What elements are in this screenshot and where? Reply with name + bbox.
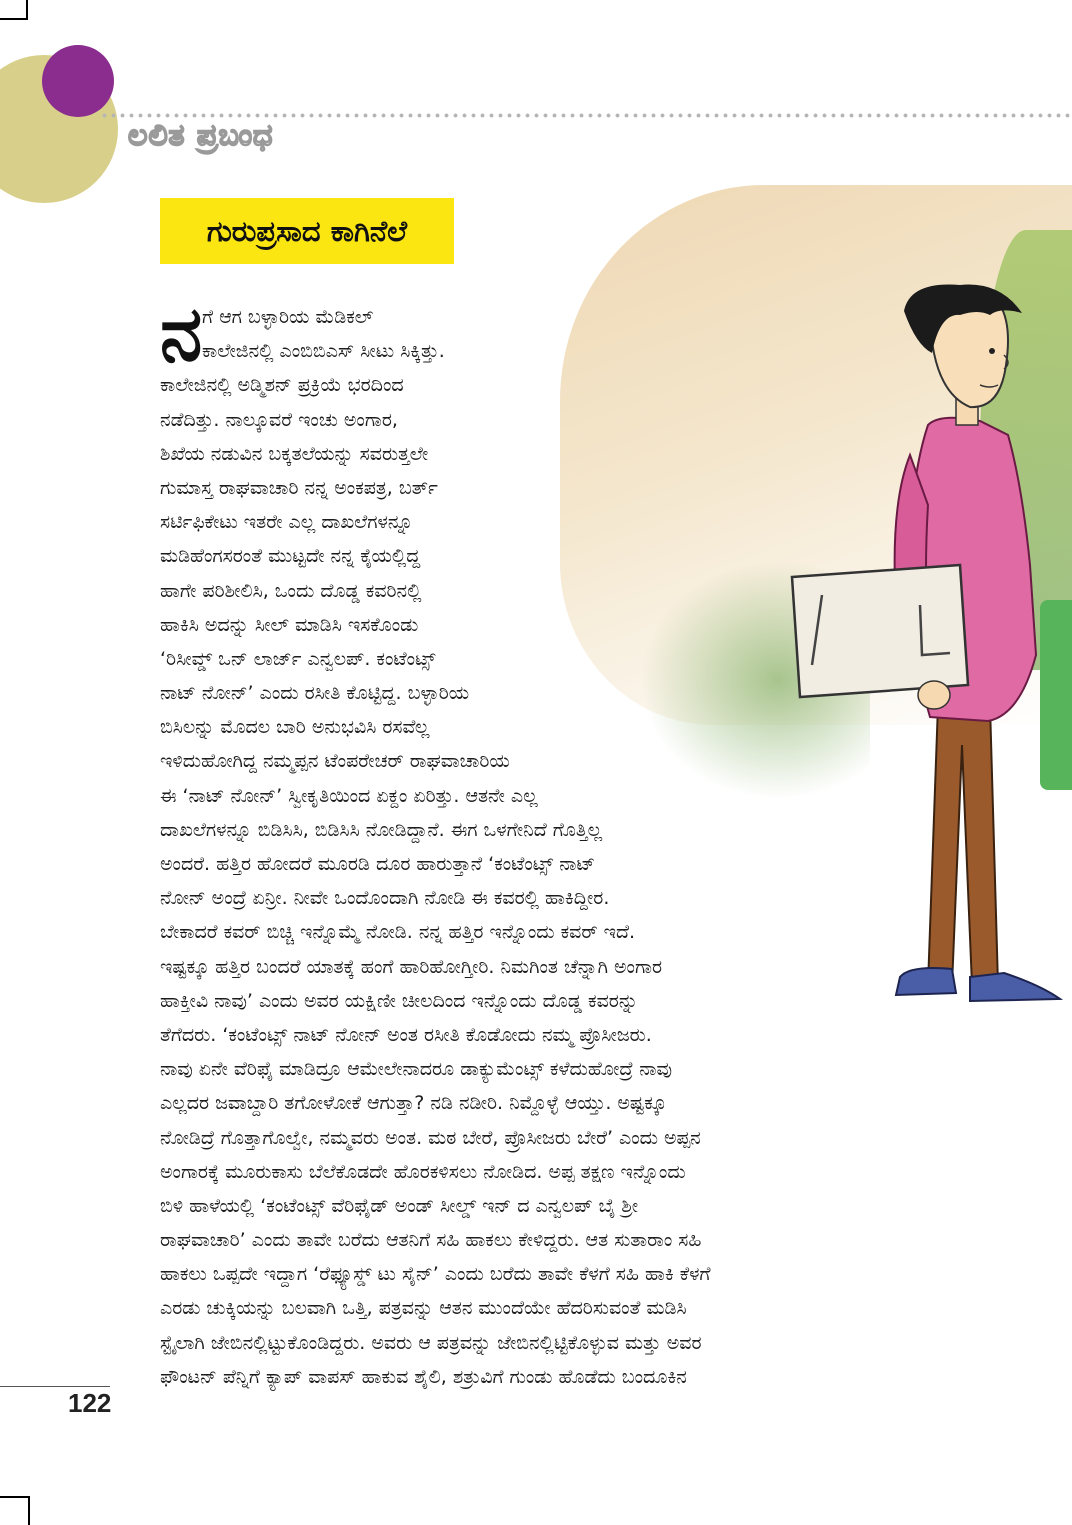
section-label: ಲಲಿತ ಪ್ರಬಂಧ xyxy=(128,118,274,153)
text-line: ಸರ್ಟಿಫಿಕೇಟು ಇತರೇ ಎಲ್ಲ ದಾಖಲೆಗಳನ್ನೂ xyxy=(160,511,414,534)
text-line: ನಡೆದಿತ್ತು. ನಾಲ್ಕೂವರೆ ಇಂಚು ಅಂಗಾರ, xyxy=(160,408,398,431)
text-line: ನಾಟ್ ನೋನ್’ ಎಂದು ರಸೀತಿ ಕೊಟ್ಟಿದ್ದ. ಬಳ್ಳಾರಿಯ xyxy=(160,682,470,705)
page-number-rule xyxy=(0,1386,110,1387)
article-body xyxy=(160,300,920,1394)
text-line: ನೋಡಿದ್ರೆ ಗೊತ್ತಾಗೊಲ್ವೇ, ನಮ್ಮವರು ಅಂತ. ಮಠ ಬೇರೆ, ಪ್ರೊಸೀಜರು ಬೇರೆ’ ಎಂದು ಅಪ್ಪನ xyxy=(160,1126,701,1149)
author-name: ಗುರುಪ್ರಸಾದ ಕಾಗಿನೆಲೆ xyxy=(206,213,408,248)
text-line: ಶಿಖೆಯ ನಡುವಿನ ಬಕ್ಕತಲೆಯನ್ನು ಸವರುತ್ತಲೇ xyxy=(160,442,429,465)
text-line: ಬಿಸಿಲನ್ನು ಮೊದಲ ಬಾರಿ ಅನುಭವಿಸಿ ರಸವೆಲ್ಲ xyxy=(160,716,430,739)
text-line: ಎಲ್ಲದರ ಜವಾಬ್ದಾರಿ ತಗೋಳೋಕೆ ಆಗುತ್ತಾ? ನಡಿ ನಡೀರಿ. ನಿಮ್ದೊಳ್ಳೆ ಆಯ್ತು. ಅಷ್ಟಕ್ಕೂ xyxy=(160,1092,667,1115)
author-name-box xyxy=(160,198,454,264)
text-line: ಹಾಕಿಸಿ ಅದನ್ನು ಸೀಲ್ ಮಾಡಿಸಿ ಇಸಕೊಂಡು xyxy=(160,613,419,636)
text-line: ನಾವು ಏನೇ ವೆರಿಫೈ ಮಾಡಿದ್ರೂ ಆಮೇಲೇನಾದರೂ ಡಾಕ್ಯುಮೆಂಟ್ಸ್ ಕಳೆದುಹೋದ್ರೆ ನಾವು xyxy=(160,1058,673,1081)
crop-mark-top-v xyxy=(26,0,28,20)
text-line: ತೆಗೆದರು. ‘ಕಂಟೆಂಟ್ಸ್ ನಾಟ್ ನೋನ್ ಅಂತ ರಸೀತಿ ಕೊಡೋದು ನಮ್ಮ ಪ್ರೊಸೀಜರು. xyxy=(160,1023,652,1046)
drop-cap: ನ xyxy=(160,289,203,378)
crop-mark-bottom xyxy=(0,1496,30,1498)
crop-mark-top xyxy=(0,18,28,20)
text-line: ಅಂದರೆ. ಹತ್ತಿರ ಹೋದರೆ ಮೂರಡಿ ದೂರ ಹಾರುತ್ತಾನೆ ‘ಕಂಟೆಂಟ್ಸ್ ನಾಟ್ xyxy=(160,853,596,875)
crop-mark-bottom-v xyxy=(28,1496,30,1525)
text-line: ಗೆ ಆಗ ಬಳ್ಳಾರಿಯ ಮೆಡಿಕಲ್ xyxy=(202,306,374,328)
text-line: ಇಷ್ಟಕ್ಕೂ ಹತ್ತಿರ ಬಂದರೆ ಯಾತಕ್ಕೆ ಹಂಗೆ ಹಾರಿಹೋಗ್ತೀರಿ. ನಿಮಗಿಂತ ಚೆನ್ನಾಗಿ ಅಂಗಾರ xyxy=(160,955,662,978)
text-line: ಗುಮಾಸ್ತ ರಾಘವಾಚಾರಿ ನನ್ನ ಅಂಕಪತ್ರ, ಬರ್ತ್ xyxy=(160,476,438,499)
text-line: ಹಾಕಲು ಒಪ್ಪದೇ ಇದ್ದಾಗ ‘ರೆಫ್ಯೂಸ್ಡ್ ಟು ಸೈನ್’ ಎಂದು ಬರೆದು ತಾವೇ ಕೆಳಗೆ ಸಹಿ ಹಾಕಿ ಕೆಳಗೆ xyxy=(160,1263,711,1286)
text-line: ಹಾಕ್ತೀವಿ ನಾವು’ ಎಂದು ಅವರ ಯಕ್ಷಿಣೀ ಚೀಲದಿಂದ ಇನ್ನೊಂದು ದೊಡ್ಡ ಕವರನ್ನು xyxy=(160,989,639,1012)
decorative-circle-purple xyxy=(42,45,114,117)
text-line: ಈ ‘ನಾಟ್ ನೋನ್’ ಸ್ವೀಕೃತಿಯಿಂದ ಏಕ್ದಂ ಏರಿತ್ತು. ಆತನೇ ಎಲ್ಲ xyxy=(160,784,538,807)
text-line: ಸ್ಟೈಲಾಗಿ ಜೇಬಿನಲ್ಲಿಟ್ಟುಕೊಂಡಿದ್ದರು. ಅವರು ಆ ಪತ್ರವನ್ನು ಜೇಬಿನಲ್ಲಿಟ್ಟಿಕೊಳ್ಳುವ ಮತ್ತು ಅವರ xyxy=(160,1331,702,1354)
text-line: ದಾಖಲೆಗಳನ್ನೂ ಬಿಡಿಸಿಸಿ, ಬಿಡಿಸಿಸಿ ನೋಡಿದ್ದಾನೆ. ಈಗ ಒಳಗೇನಿದೆ ಗೊತ್ತಿಲ್ಲ xyxy=(160,818,603,841)
text-line: ಎರಡು ಚುಕ್ಕಿಯನ್ನು ಬಲವಾಗಿ ಒತ್ತಿ, ಪತ್ರವನ್ನು ಆತನ ಮುಂದೆಯೇ ಹೆದರಿಸುವಂತೆ ಮಡಿಸಿ xyxy=(160,1297,687,1320)
text-line: ಬೇಕಾದರೆ ಕವರ್ ಬಿಚ್ಚಿ ಇನ್ನೊಮ್ಮೆ ನೋಡಿ. ನನ್ನ ಹತ್ತಿರ ಇನ್ನೊಂದು ಕವರ್ ಇದೆ. xyxy=(160,921,636,944)
text-line: ಇಳಿದುಹೋಗಿದ್ದ ನಮ್ಮಪ್ಪನ ಟೆಂಪರೇಚರ್ ರಾಘವಾಚಾರಿಯ xyxy=(160,750,510,773)
text-line: ಕಾಲೇಜಿನಲ್ಲಿ ಎಂಬಿಬಿಎಸ್ ಸೀಟು ಸಿಕ್ಕಿತ್ತು. xyxy=(202,340,445,363)
page-number: 122 xyxy=(68,1388,112,1418)
text-line: ಕಾಲೇಜಿನಲ್ಲಿ ಅಡ್ಮಿಶನ್ ಪ್ರಕ್ರಿಯೆ ಭರದಿಂದ xyxy=(160,374,404,397)
text-line: ಹಾಗೇ ಪರಿಶೀಲಿಸಿ, ಒಂದು ದೊಡ್ಡ ಕವರಿನಲ್ಲಿ xyxy=(160,579,422,602)
text-line: ಮಡಿಹೆಂಗಸರಂತೆ ಮುಟ್ಟದೇ ನನ್ನ ಕೈಯಲ್ಲಿದ್ದ xyxy=(160,545,421,568)
text-line: ಅಂಗಾರಕ್ಕೆ ಮೂರುಕಾಸು ಬೆಲೆಕೊಡದೇ ಹೊರಕಳಿಸಲು ನೋಡಿದ. ಅಪ್ಪ ತಕ್ಷಣ ಇನ್ನೊಂದು xyxy=(160,1160,686,1183)
text-line: ಫೌಂಟನ್ ಪೆನ್ನಿಗೆ ಕ್ಯಾಪ್ ವಾಪಸ್ ಹಾಕುವ ಶೈಲಿ, ಶತ್ರುವಿಗೆ ಗುಂಡು ಹೊಡೆದು ಬಂದೂಕಿನ xyxy=(160,1365,687,1388)
text-line: ‘ರಿಸೀವ್ಡ್ ಒನ್ ಲಾರ್ಜ್ ಎನ್ವಲಪ್. ಕಂಟೆಂಟ್ಸ್ xyxy=(160,647,436,670)
text-line: ರಾಘವಾಚಾರಿ’ ಎಂದು ತಾವೇ ಬರೆದು ಆತನಿಗೆ ಸಹಿ ಹಾಕಲು ಕೇಳಿದ್ದರು. ಆತ ಸುತಾರಾಂ ಸಹಿ xyxy=(160,1229,702,1252)
text-line: ಬಿಳಿ ಹಾಳೆಯಲ್ಲಿ ‘ಕಂಟೆಂಟ್ಸ್ ವೆರಿಫೈಡ್ ಅಂಡ್ ಸೀಲ್ಡ್ ಇನ್ ದ ಎನ್ವಲಪ್ ಬೈ ಶ್ರೀ xyxy=(160,1194,639,1217)
text-line: ನೋನ್ ಅಂದ್ರೆ ಏನ್ರೀ. ನೀವೇ ಒಂದೊಂದಾಗಿ ನೋಡಿ ಈ ಕವರಲ್ಲಿ ಹಾಕಿದ್ದೀರ. xyxy=(160,887,610,910)
